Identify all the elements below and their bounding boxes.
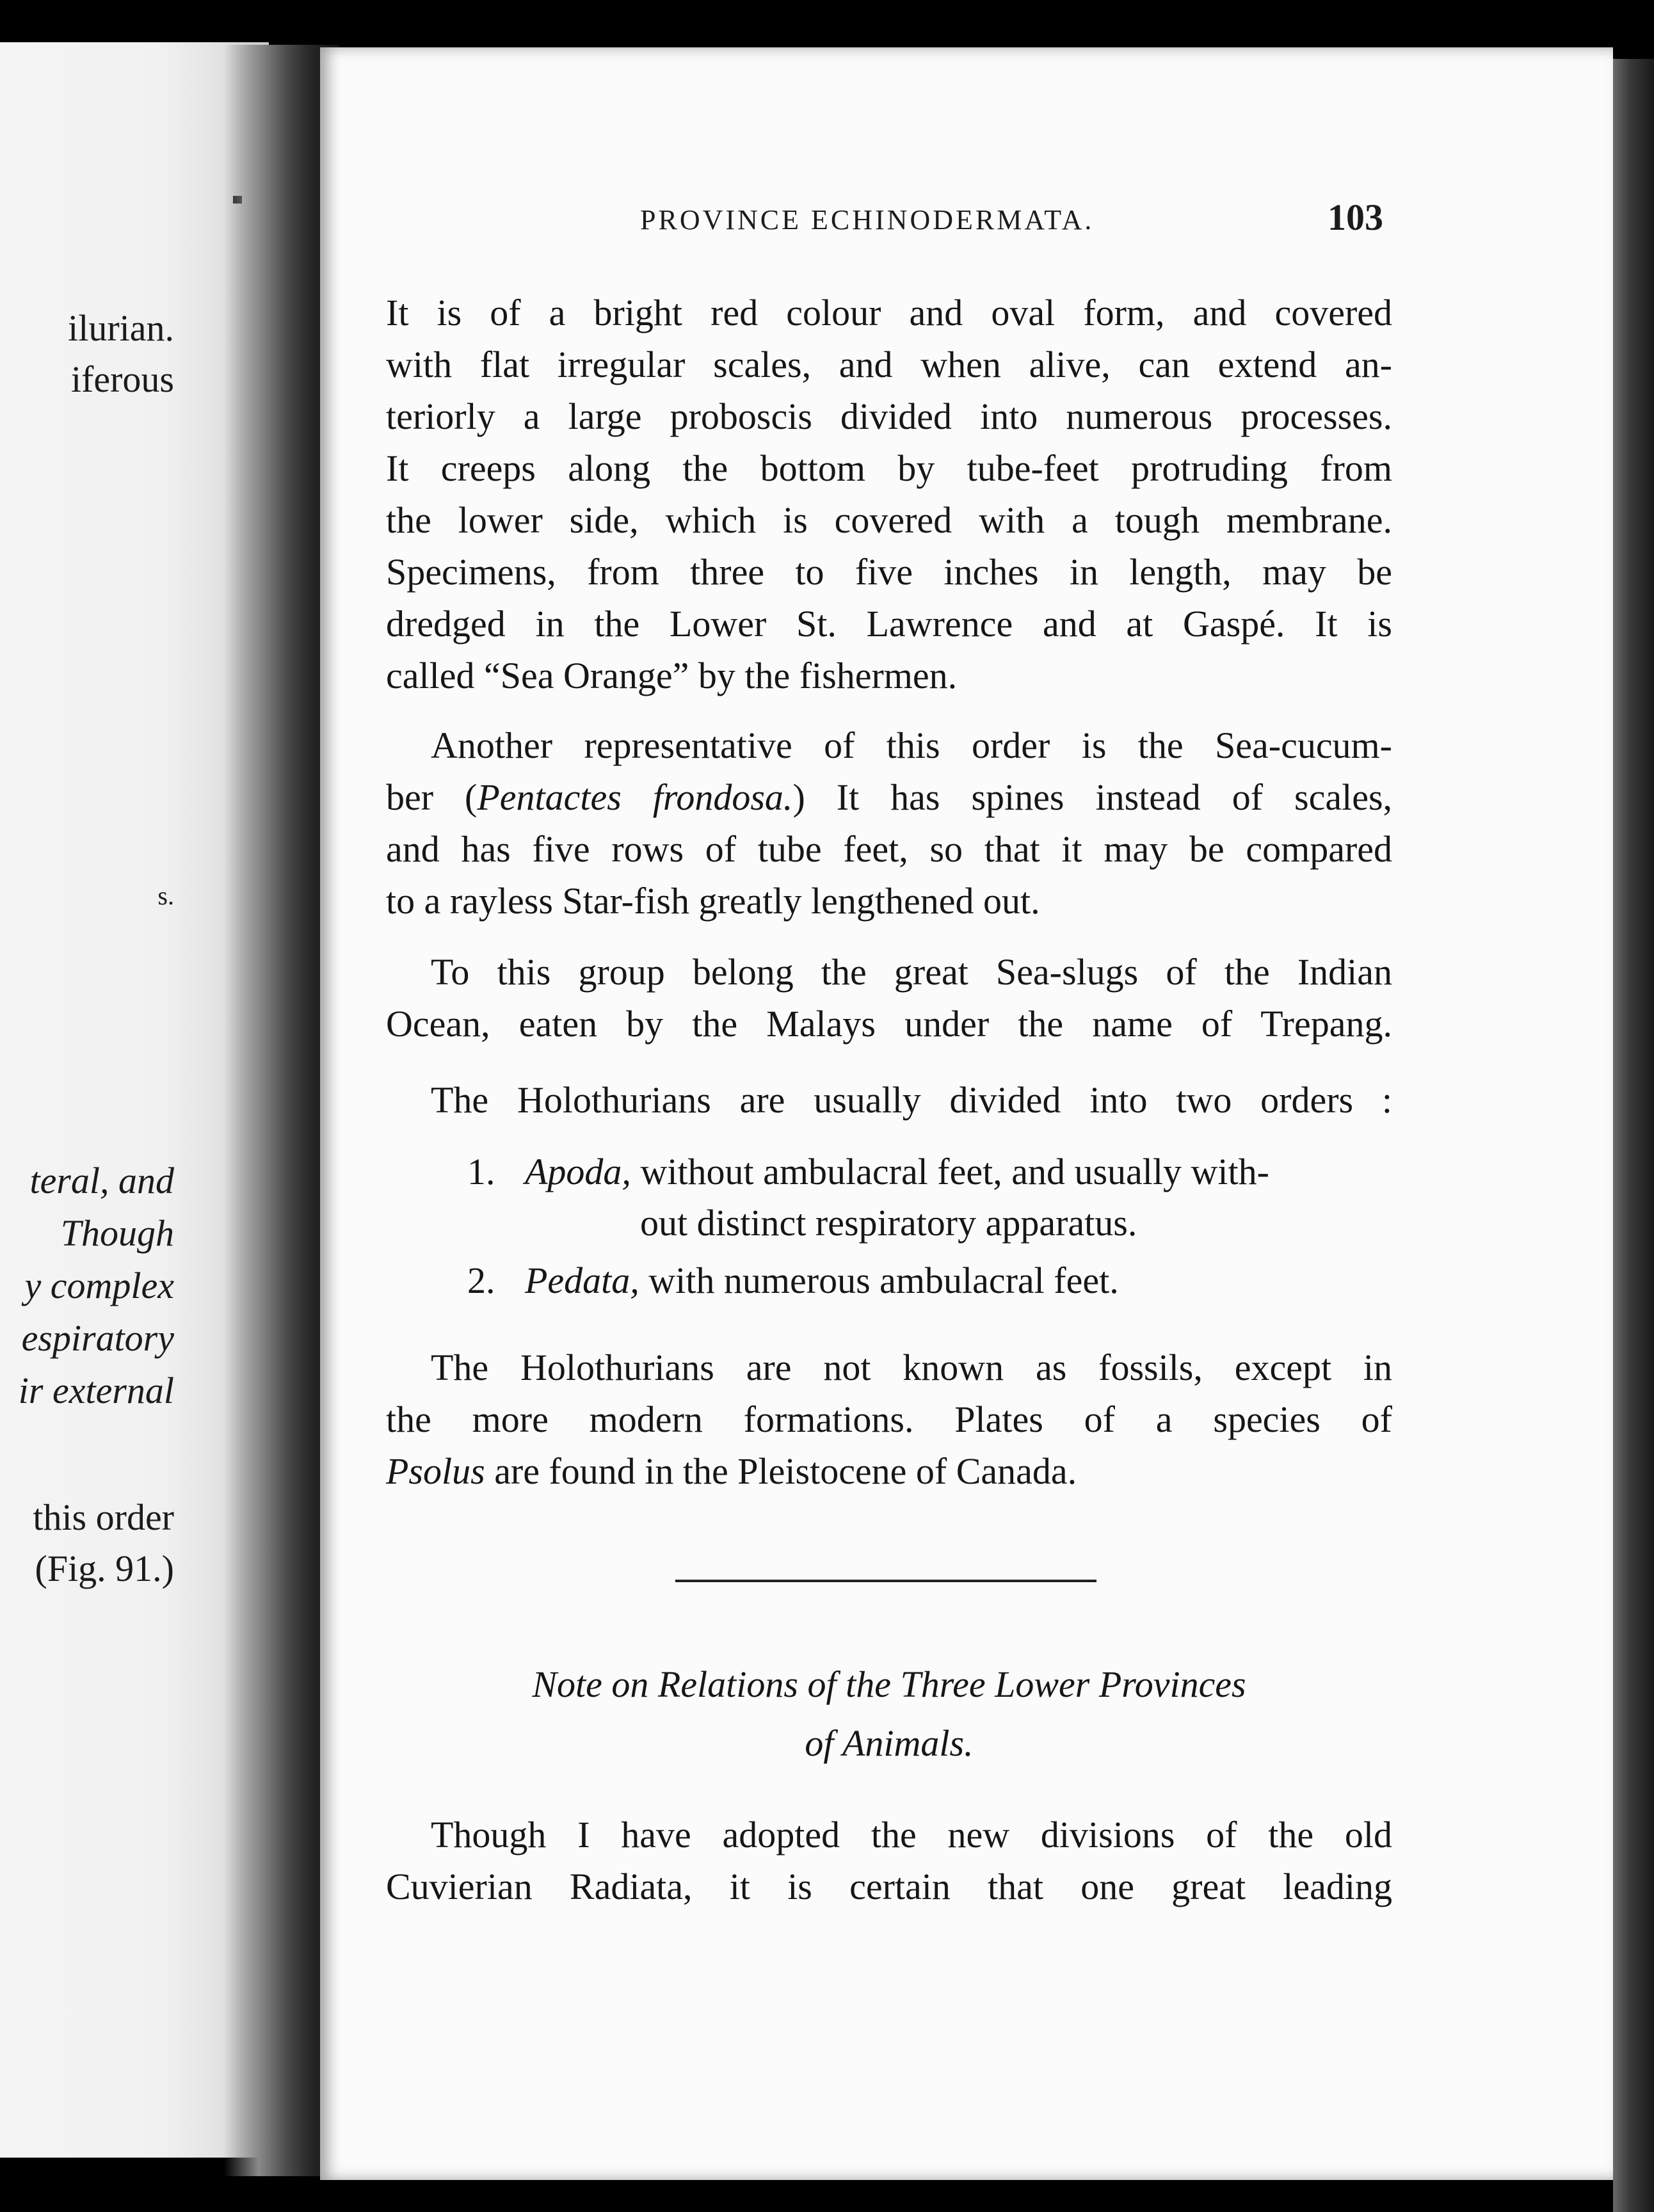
text-line	[386, 771, 1392, 823]
running-head: PROVINCE ECHINODERMATA.	[640, 204, 1095, 236]
left-page-line: Though	[60, 1212, 174, 1254]
text-run: ber (	[386, 776, 478, 818]
page-edge	[1613, 59, 1654, 2212]
order-text: with numerous ambulacral feet.	[639, 1260, 1119, 1301]
text-line: Ocean, eaten by the Malays under the name of Trepang.	[386, 1003, 1392, 1045]
text-line: It is of a bright red colour and oval form, and covered	[386, 292, 1392, 333]
note-heading-line: of Animals.	[805, 1722, 974, 1764]
order-term: Pedata,	[525, 1260, 639, 1301]
note-heading	[386, 1655, 1392, 1773]
text-run: are found in the Pleistocene of Canada.	[485, 1450, 1077, 1492]
left-page-line: s.	[157, 881, 174, 910]
paragraph-3	[386, 946, 1392, 1050]
order-item-2	[467, 1254, 1119, 1306]
text-line: To this group belong the great Sea-slugs of the Indian	[431, 951, 1392, 993]
order-text: without ambulacral feet, and usually with-	[630, 1151, 1269, 1192]
left-page-line: y complex	[24, 1265, 174, 1306]
text-line: the more modern formations. Plates of a species of	[386, 1399, 1392, 1440]
genus-name: Psolus	[386, 1450, 485, 1492]
text-line: to a rayless Star-fish greatly lengthened out.	[386, 880, 1040, 922]
order-item-1	[467, 1146, 1269, 1198]
text-line: dredged in the Lower St. Lawrence and at Gaspé. It is	[386, 603, 1392, 645]
paragraph-4	[386, 1074, 1392, 1126]
left-page-line: teral, and	[29, 1160, 174, 1201]
left-page-line: ilurian.	[68, 307, 174, 349]
order-number: 1.	[467, 1151, 495, 1192]
order-number: 2.	[467, 1260, 495, 1301]
text-run: ) It has spines instead of scales,	[792, 776, 1393, 818]
text-line: Specimens, from three to five inches in length, may be	[386, 551, 1392, 593]
text-line: with flat irregular scales, and when alive, can extend an-	[386, 344, 1392, 385]
left-page-line: (Fig. 91.)	[35, 1548, 174, 1589]
left-page-line: iferous	[70, 358, 174, 400]
left-page-line: this order	[33, 1496, 174, 1538]
order-item-1-continuation: out distinct respiratory apparatus.	[640, 1202, 1137, 1244]
order-term: Apoda,	[525, 1151, 631, 1192]
text-line	[386, 1445, 1392, 1497]
text-line: The Holothurians are not known as fossils, except in	[431, 1347, 1392, 1388]
note-heading-line: Note on Relations of the Three Lower Provinces	[532, 1663, 1246, 1705]
text-line: Though I have adopted the new divisions of the old	[431, 1814, 1392, 1855]
paragraph-1	[386, 287, 1392, 701]
text-line: It creeps along the bottom by tube-feet protruding from	[386, 447, 1392, 489]
text-line: called “Sea Orange” by the fishermen.	[386, 655, 958, 696]
text-line: the lower side, which is covered with a tough membrane.	[386, 499, 1392, 541]
paragraph-2	[386, 719, 1392, 927]
text-line: The Holothurians are usually divided into two orders :	[431, 1079, 1392, 1121]
text-line: and has five rows of tube feet, so that it may be compared	[386, 828, 1392, 870]
section-divider	[675, 1580, 1096, 1582]
paragraph-5	[386, 1342, 1392, 1497]
page-number: 103	[1328, 196, 1383, 238]
text-line: Cuvierian Radiata, it is certain that one great leading	[386, 1866, 1392, 1907]
left-page-line: ir external	[18, 1370, 174, 1411]
text-line: Another representative of this order is the Sea-cucum-	[431, 725, 1392, 766]
left-page-line: espiratory	[21, 1317, 174, 1359]
text-line: teriorly a large proboscis divided into numerous processes.	[386, 396, 1392, 437]
species-name: Pentactes frondosa.	[477, 776, 793, 818]
paragraph-6	[386, 1809, 1392, 1912]
